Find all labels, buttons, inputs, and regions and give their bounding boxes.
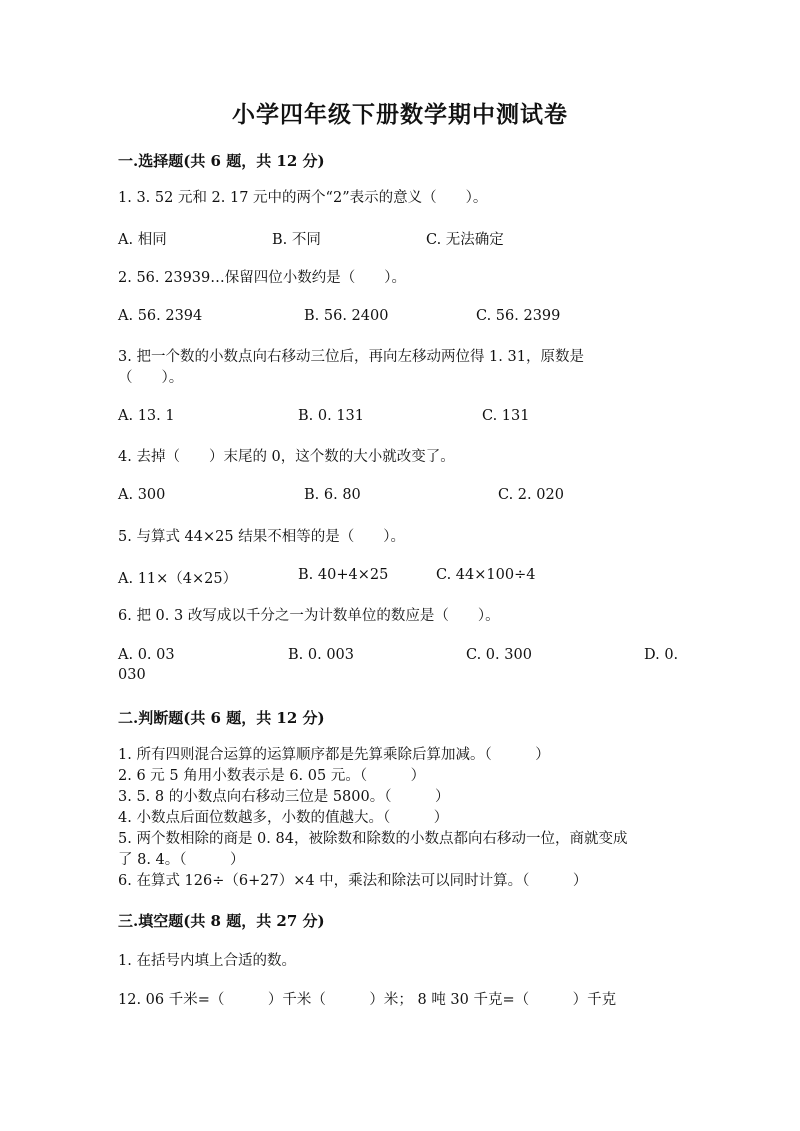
judge-item-3: 3. 5. 8 的小数点向右移动三位是 5800。（ ） bbox=[118, 789, 450, 805]
question-6-option-d: D. 0. bbox=[644, 647, 679, 663]
question-1-option-c: C. 无法确定 bbox=[426, 232, 504, 248]
section-heading-choice: 一.选择题(共 6 题，共 12 分) bbox=[118, 152, 325, 170]
question-6-option-a: A. 0. 03 bbox=[118, 647, 175, 663]
question-2-option-c: C. 56. 2399 bbox=[476, 308, 561, 324]
question-4-option-b: B. 6. 80 bbox=[304, 487, 361, 503]
question-3-stem-line2: （ ）。 bbox=[118, 370, 184, 386]
question-4-stem: 4. 去掉（ ）末尾的 0，这个数的大小就改变了。 bbox=[118, 449, 455, 465]
fill-item-1: 1. 在括号内填上合适的数。 bbox=[118, 953, 296, 969]
page-title: 小学四年级下册数学期中测试卷 bbox=[232, 101, 568, 128]
question-2-stem: 2. 56. 23939…保留四位小数约是（ ）。 bbox=[118, 270, 406, 286]
question-1-option-b: B. 不同 bbox=[272, 232, 321, 248]
question-1-option-a: A. 相同 bbox=[118, 232, 167, 248]
question-4-option-c: C. 2. 020 bbox=[498, 487, 564, 503]
question-1-stem: 1. 3. 52 元和 2. 17 元中的两个“2”表示的意义（ ）。 bbox=[118, 190, 488, 206]
question-5-option-c: C. 44×100÷4 bbox=[436, 567, 536, 583]
section-heading-fill: 三.填空题(共 8 题，共 27 分) bbox=[118, 912, 325, 930]
question-5-stem: 5. 与算式 44×25 结果不相等的是（ ）。 bbox=[118, 529, 405, 545]
question-4-option-a: A. 300 bbox=[118, 487, 166, 503]
judge-item-4: 4. 小数点后面位数越多，小数的值越大。（ ） bbox=[118, 810, 449, 826]
question-2-option-b: B. 56. 2400 bbox=[304, 308, 389, 324]
question-2-option-a: A. 56. 2394 bbox=[118, 308, 203, 324]
question-5-option-b: B. 40+4×25 bbox=[298, 567, 389, 583]
question-6-option-d-continued: 030 bbox=[118, 667, 146, 683]
fill-item-1-line: 12. 06 千米=（ ）千米（ ）米； 8 吨 30 千克=（ ）千克 bbox=[118, 992, 617, 1008]
question-6-option-b: B. 0. 003 bbox=[288, 647, 354, 663]
judge-item-5-line1: 5. 两个数相除的商是 0. 84，被除数和除数的小数点都向右移动一位，商就变成 bbox=[118, 831, 628, 847]
judge-item-2: 2. 6 元 5 角用小数表示是 6. 05 元。（ ） bbox=[118, 768, 426, 784]
question-5-option-a: A. 11×（4×25） bbox=[118, 571, 238, 587]
question-3-option-a: A. 13. 1 bbox=[118, 408, 175, 424]
question-6-stem: 6. 把 0. 3 改写成以千分之一为计数单位的数应是（ ）。 bbox=[118, 608, 500, 624]
section-heading-judge: 二.判断题(共 6 题，共 12 分) bbox=[118, 709, 325, 727]
question-3-stem-line1: 3. 把一个数的小数点向右移动三位后，再向左移动两位得 1. 31，原数是 bbox=[118, 349, 584, 365]
judge-item-6: 6. 在算式 126÷（6+27）×4 中，乘法和除法可以同时计算。（ ） bbox=[118, 873, 588, 889]
question-3-option-b: B. 0. 131 bbox=[298, 408, 364, 424]
question-3-option-c: C. 131 bbox=[482, 408, 530, 424]
judge-item-1: 1. 所有四则混合运算的运算顺序都是先算乘除后算加减。（ ） bbox=[118, 747, 550, 763]
question-6-option-c: C. 0. 300 bbox=[466, 647, 532, 663]
judge-item-5-line2: 了 8. 4。（ ） bbox=[118, 852, 245, 868]
